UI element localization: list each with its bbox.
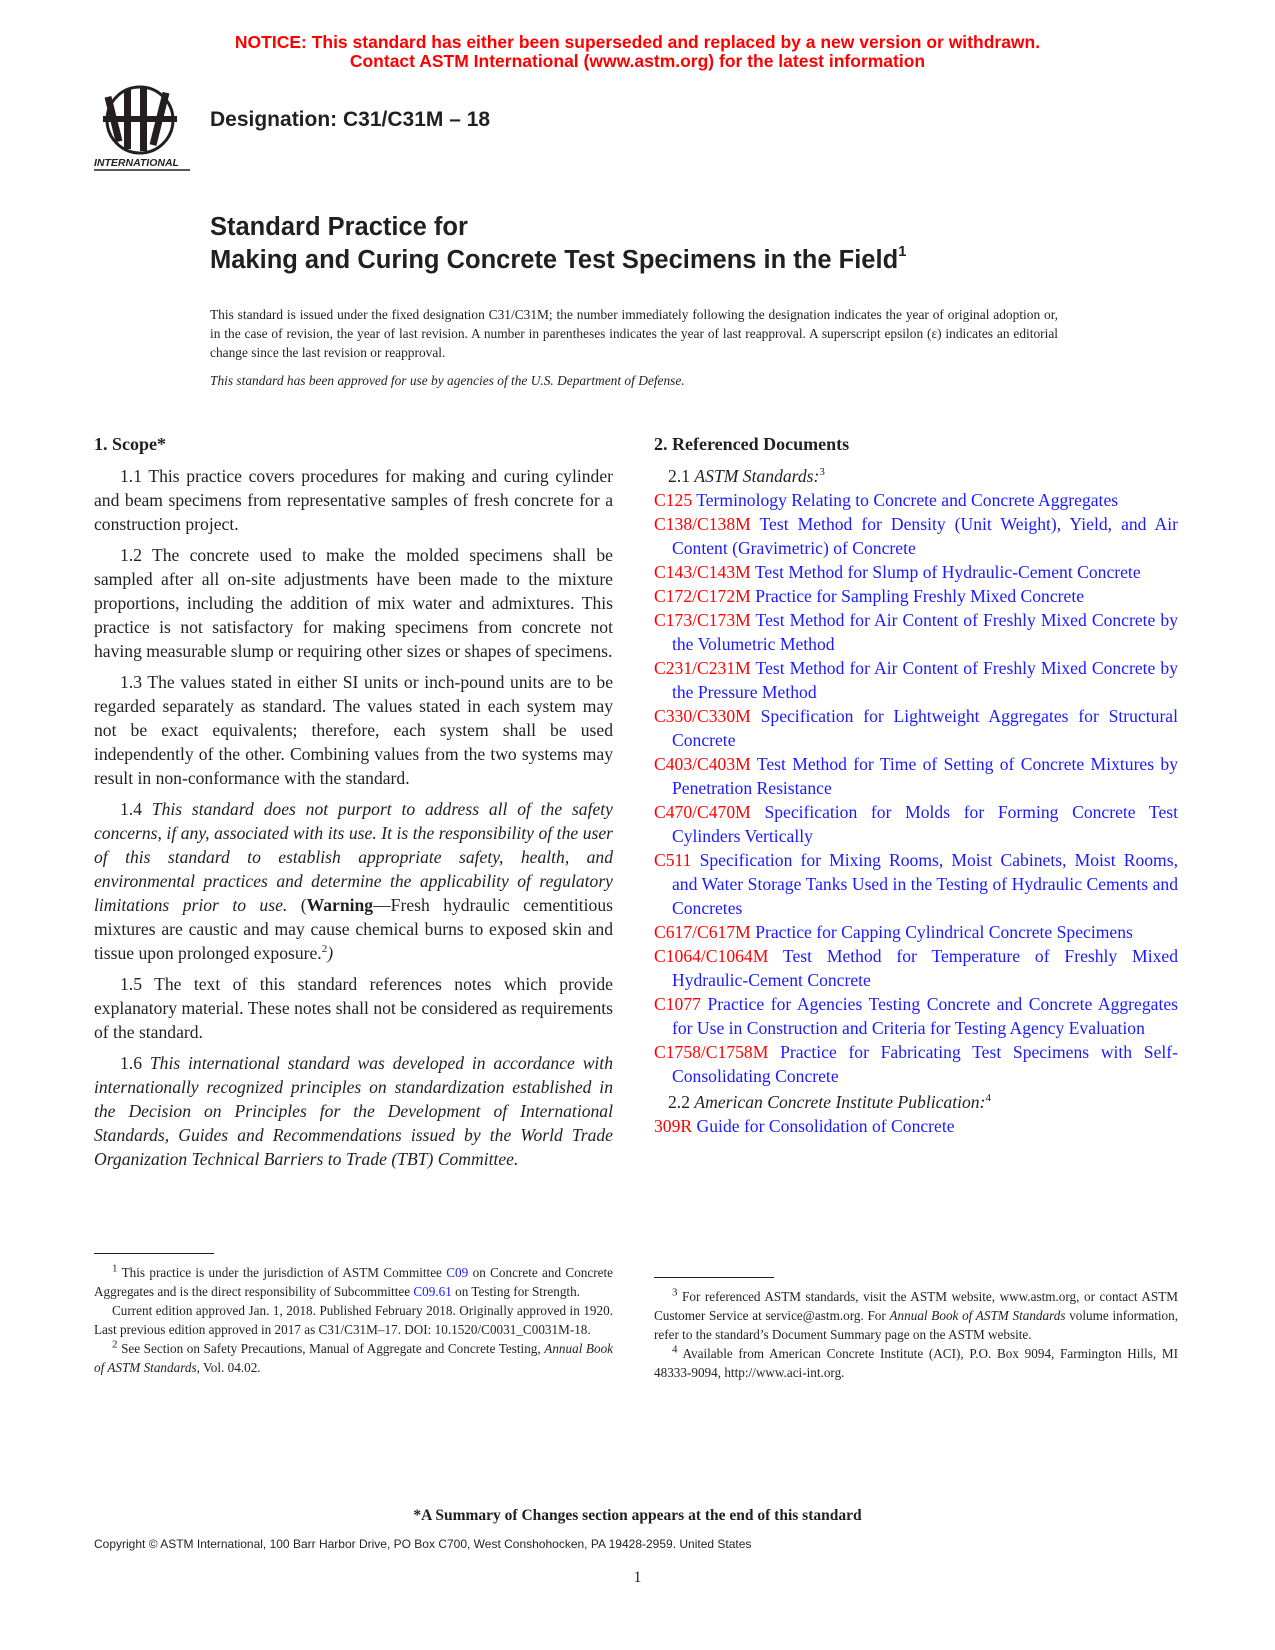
warning-footnote-mark: 2 xyxy=(321,943,328,956)
subsection-number: 2.1 xyxy=(668,466,690,486)
issuance-note: This standard is issued under the fixed designation C31/C31M; the number immediately following the designation indicates the year of original adoption or, in the case of revision, the year of last revision. A number in parentheses indicates the year of last reapproval. A superscript epsilon (ε) indicates an editorial change since the last revision or reapproval. xyxy=(210,307,1058,360)
reference-title-link[interactable]: Test Method for Air Content of Freshly Mixed Concrete by the Volumetric Method xyxy=(672,610,1178,654)
reference-code-link[interactable]: C173/C173M xyxy=(654,610,751,630)
reference-title-link[interactable]: Guide for Consolidation of Concrete xyxy=(696,1116,955,1136)
footnote-text: , Vol. 04.02. xyxy=(196,1360,261,1375)
scope-para-1-6 xyxy=(94,1051,613,1171)
reference-title-link[interactable]: Specification for Molds for Forming Concrete Test Cylinders Vertically xyxy=(672,802,1178,846)
reference-item xyxy=(654,704,1178,752)
subsection-label: ASTM Standards: xyxy=(694,466,820,486)
reference-title-link[interactable]: Test Method for Slump of Hydraulic-Cement Concrete xyxy=(754,562,1141,582)
committee-c09-link[interactable]: C09 xyxy=(446,1265,469,1280)
reference-title-link[interactable]: Practice for Fabricating Test Specimens with Self-Consolidating Concrete xyxy=(672,1042,1178,1086)
footnote-4 xyxy=(654,1344,1178,1382)
designation: Designation: C31/C31M – 18 xyxy=(210,108,491,131)
reference-code-link[interactable]: C470/C470M xyxy=(654,802,751,822)
footnote-text: Available from American Concrete Institute (ACI), P.O. Box 9094, Farmington Hills, MI 48333-9094, http://www.aci-int.org. xyxy=(654,1346,1178,1380)
reference-item xyxy=(654,920,1178,944)
title-footnote-mark: 1 xyxy=(898,242,907,260)
referenced-heading: 2. Referenced Documents xyxy=(654,434,850,454)
reference-item xyxy=(654,800,1178,848)
warning-text: —Fresh hydraulic cementitious mixtures are caustic and may cause chemical burns to exposed skin and tissue upon prolonged exposure. xyxy=(94,895,613,963)
scope-heading: 1. Scope* xyxy=(94,434,166,454)
scope-para-1-4 xyxy=(94,797,613,965)
reference-title-link[interactable]: Test Method for Temperature of Freshly Mixed Hydraulic-Cement Concrete xyxy=(672,946,1178,990)
reference-title-link[interactable]: Specification for Mixing Rooms, Moist Cabinets, Moist Rooms, and Water Storage Tanks Used in the Testing of Hydraulic Cements and Concretes xyxy=(672,850,1178,918)
footnote-italic: Annual Book of ASTM Standards xyxy=(889,1308,1066,1323)
astm-international-logo-icon xyxy=(94,82,198,174)
reference-code-link[interactable]: C143/C143M xyxy=(654,562,751,582)
footnote-text: See Section on Safety Precautions, Manual of Aggregate and Concrete Testing, xyxy=(121,1341,541,1356)
reference-code-link[interactable]: C511 xyxy=(654,850,692,870)
footnote-2 xyxy=(94,1339,613,1377)
reference-code-link[interactable]: C138/C138M xyxy=(654,514,751,534)
summary-of-changes-note: *A Summary of Changes section appears at the end of this standard xyxy=(413,1507,862,1524)
referenced-documents-section xyxy=(654,432,1178,1138)
scope-para-1-3: 1.3 The values stated in either SI units or inch-pound units are to be regarded separately as standard. The values stated in each system may not be exact equivalents; therefore, each system shall be used independently of the other. Combining values from the two systems may result in non-conformance with the standard. xyxy=(94,672,613,788)
reference-title-link[interactable]: Test Method for Density (Unit Weight), Yield, and Air Content (Gravimetric) of Concrete xyxy=(672,514,1178,558)
copyright-line: Copyright © ASTM International, 100 Barr Harbor Drive, PO Box C700, West Conshohocken, PA 19428-2959. United States xyxy=(94,1537,752,1551)
reference-item xyxy=(654,848,1178,920)
footnote-divider-right xyxy=(654,1277,774,1278)
footnotes-right xyxy=(654,1287,1178,1382)
footnote-text: on Testing for Strength. xyxy=(455,1284,580,1299)
reference-code-link[interactable]: 309R xyxy=(654,1116,693,1136)
title-line-1: Standard Practice for xyxy=(210,213,468,241)
notice-line-1: NOTICE: This standard has either been superseded and replaced by a new version or withdrawn. xyxy=(234,32,1041,52)
reference-code-link[interactable]: C1077 xyxy=(654,994,701,1014)
footnote-text: volume information, refer to the standard’s Document Summary page on the ASTM website. xyxy=(654,1308,1179,1342)
reference-code-link[interactable]: C231/C231M xyxy=(654,658,751,678)
subsection-footnote-mark: 4 xyxy=(985,1092,991,1105)
international-standard-statement: This international standard was developed in accordance with internationally recognized principles on standardization established in the Decision on Principles for the Development of International Standards, Guides and Recommendations issued by the World Trade Organization Technical Barriers to Trade (TBT) Committee. xyxy=(94,1053,613,1169)
scope-para-1-5: 1.5 The text of this standard references notes which provide explanatory material. These notes shall not be considered as requirements of the standard. xyxy=(94,974,613,1042)
reference-item xyxy=(654,488,1178,512)
reference-code-link[interactable]: C172/C172M xyxy=(654,586,751,606)
warning-open-paren: ( xyxy=(300,895,307,915)
reference-title-link[interactable]: Test Method for Time of Setting of Concrete Mixtures by Penetration Resistance xyxy=(672,754,1178,798)
reference-title-link[interactable]: Practice for Agencies Testing Concrete and Concrete Aggregates for Use in Construction and Criteria for Testing Agency Evaluation xyxy=(672,994,1178,1038)
aci-publication-subheading xyxy=(654,1090,1178,1114)
reference-item xyxy=(654,656,1178,704)
reference-code-link[interactable]: C1758/C1758M xyxy=(654,1042,769,1062)
reference-item xyxy=(654,944,1178,992)
reference-item xyxy=(654,992,1178,1040)
warning-label: Warning xyxy=(306,895,374,915)
edition-note: Current edition approved Jan. 1, 2018. Published February 2018. Originally approved in 1920. Last previous edition approved in 2017 as C31/C31M–17. DOI: 10.1520/C0031_C0031M-18. xyxy=(94,1303,613,1337)
scope-para-1-2: 1.2 The concrete used to make the molded specimens shall be sampled after all on-site adjustments have been made to the mixture proportions, including the addition of mix water and admixtures. This practice is not satisfactory for making specimens from concrete not having measurable slump or requiring other sizes or shapes of specimens. xyxy=(94,545,613,661)
reference-title-link[interactable]: Practice for Capping Cylindrical Concrete Specimens xyxy=(755,922,1133,942)
reference-code-link[interactable]: C617/C617M xyxy=(654,922,751,942)
reference-title-link[interactable]: Terminology Relating to Concrete and Concrete Aggregates xyxy=(696,490,1119,510)
footnote-mark: 2 xyxy=(112,1338,118,1351)
footnote-text: This practice is under the jurisdiction of ASTM Committee xyxy=(121,1265,442,1280)
reference-item xyxy=(654,560,1178,584)
astm-reference-list xyxy=(654,488,1178,1088)
notice-line-2: Contact ASTM International (www.astm.org) for the latest information xyxy=(349,51,926,71)
title-line-2 xyxy=(210,244,906,277)
reference-item xyxy=(654,1114,1178,1138)
reference-title-link[interactable]: Practice for Sampling Freshly Mixed Concrete xyxy=(755,586,1085,606)
astm-standards-subheading xyxy=(654,464,1178,488)
footnote-1 xyxy=(94,1263,613,1301)
logo-wordmark: INTERNATIONAL xyxy=(94,157,179,169)
footnote-italic: Annual Book of ASTM Standards xyxy=(94,1341,614,1375)
para-number: 1.4 xyxy=(120,799,142,819)
document-title xyxy=(210,211,906,277)
footnote-divider-left xyxy=(94,1253,214,1254)
reference-code-link[interactable]: C403/C403M xyxy=(654,754,751,774)
subsection-number: 2.2 xyxy=(668,1092,690,1112)
subsection-label: American Concrete Institute Publication: xyxy=(694,1092,986,1112)
scope-para-1-1: 1.1 This practice covers procedures for making and curing cylinder and beam specimens from representative samples of fresh concrete for a construction project. xyxy=(94,466,613,534)
safety-statement: This standard does not purport to address all of the safety concerns, if any, associated with its use. It is the responsibility of the user of this standard to establish appropriate safety, health, and environmental practices and determine the applicability of regulatory limitations prior to use. xyxy=(94,799,613,915)
reference-item xyxy=(654,584,1178,608)
reference-item xyxy=(654,608,1178,656)
title-main: Making and Curing Concrete Test Specimens in the Field xyxy=(210,246,899,274)
subsection-footnote-mark: 3 xyxy=(819,466,825,479)
reference-code-link[interactable]: C1064/C1064M xyxy=(654,946,769,966)
dod-approval-note: This standard has been approved for use by agencies of the U.S. Department of Defense. xyxy=(210,373,685,388)
subcommittee-c0961-link[interactable]: C09.61 xyxy=(413,1284,452,1299)
reference-title-link[interactable]: Test Method for Air Content of Freshly Mixed Concrete by the Pressure Method xyxy=(672,658,1178,702)
footnote-mark: 3 xyxy=(672,1286,678,1299)
scope-section xyxy=(94,432,613,1178)
reference-item xyxy=(654,752,1178,800)
footnote-text: For referenced ASTM standards, visit the ASTM website, www.astm.org, or contact ASTM Customer Service at service@astm.org. For xyxy=(654,1289,1179,1323)
withdrawal-notice xyxy=(0,33,1275,71)
reference-title-link[interactable]: Specification for Lightweight Aggregates for Structural Concrete xyxy=(672,706,1178,750)
footnote-mark: 1 xyxy=(112,1262,118,1275)
footnote-text: on Concrete and Concrete Aggregates and is the direct responsibility of Subcommittee xyxy=(94,1265,614,1299)
page-number: 1 xyxy=(633,1569,642,1586)
reference-item xyxy=(654,512,1178,560)
reference-code-link[interactable]: C125 xyxy=(654,490,693,510)
reference-item xyxy=(654,1040,1178,1088)
footnote-mark: 4 xyxy=(672,1343,678,1356)
para-number: 1.6 xyxy=(120,1053,142,1073)
aci-reference-list xyxy=(654,1114,1178,1138)
footnote-3 xyxy=(654,1287,1178,1344)
footnotes-left xyxy=(94,1263,613,1377)
warning-close-paren: ) xyxy=(327,943,334,963)
reference-code-link[interactable]: C330/C330M xyxy=(654,706,751,726)
